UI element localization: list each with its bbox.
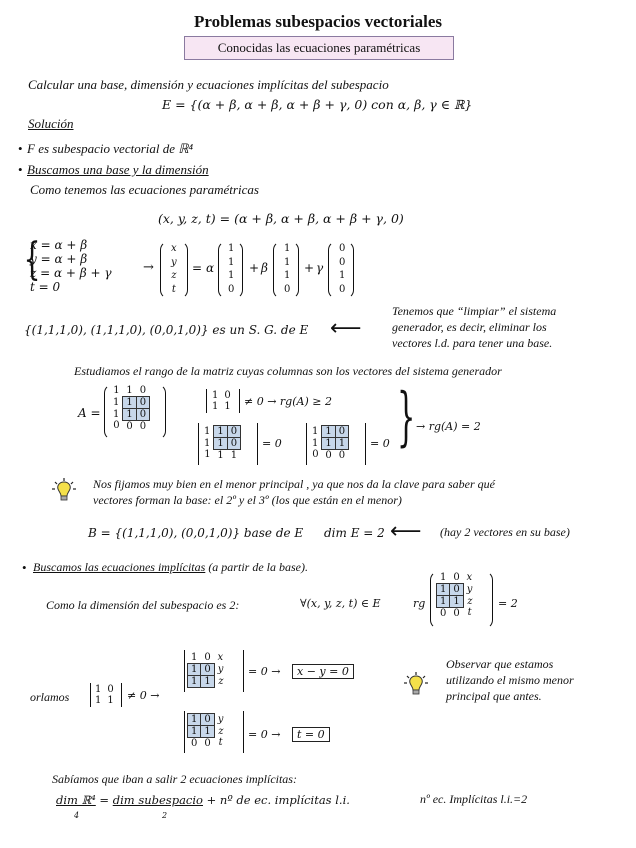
matrix-entry: 1 bbox=[204, 437, 211, 449]
under-2: 2 bbox=[162, 811, 168, 820]
paren-right bbox=[345, 241, 354, 299]
arrow: → bbox=[143, 260, 154, 275]
matrix-entry: 0 bbox=[191, 737, 198, 749]
paren-left bbox=[328, 241, 337, 299]
matrix-entry: 0 bbox=[201, 714, 214, 726]
matrix-label: A = bbox=[78, 406, 101, 420]
matrix-entry: 0 bbox=[453, 607, 460, 619]
det-a bbox=[184, 650, 244, 692]
matrix-entry: x bbox=[217, 651, 224, 663]
bullet-dot: • bbox=[22, 560, 27, 575]
matrix-B bbox=[436, 572, 476, 619]
paren-right bbox=[179, 241, 188, 299]
matrix-entry: 0 bbox=[204, 651, 211, 663]
implicit-eq-2: t = 0 bbox=[292, 727, 330, 742]
note-observe bbox=[446, 656, 574, 704]
system-line: x = α + β bbox=[30, 238, 88, 252]
paren-left bbox=[273, 241, 282, 299]
vector-entry: 0 bbox=[228, 283, 235, 295]
matrix-entry: 0 bbox=[440, 607, 447, 619]
matrix-entry: 1 bbox=[126, 384, 133, 396]
system-line: y = α + β bbox=[30, 252, 88, 266]
vector-entry: 0 bbox=[339, 243, 346, 254]
matrix-entry: 0 bbox=[126, 420, 133, 432]
matrix-entry: 0 bbox=[338, 449, 346, 461]
paren-left bbox=[160, 241, 169, 299]
lightbulb-icon bbox=[404, 672, 428, 696]
matrix-entry: z bbox=[218, 725, 224, 737]
matrix-entry: z bbox=[218, 675, 224, 687]
basis: B = {(1,1,1,0), (0,0,1,0)} base de E bbox=[88, 526, 304, 540]
matrix-entry: 0 bbox=[325, 449, 332, 461]
rg-label: rg bbox=[413, 597, 426, 610]
matrix-entry: 1 bbox=[230, 449, 238, 461]
minor-3x3-b bbox=[306, 423, 366, 465]
matrix-entry: 1 bbox=[312, 425, 319, 437]
minor-3x3-a bbox=[198, 423, 258, 465]
note-clean bbox=[392, 303, 556, 351]
matrix-A bbox=[110, 385, 150, 432]
matrix-entry: 1 bbox=[214, 426, 227, 438]
vector-xyzt bbox=[171, 242, 177, 296]
coef-gamma: γ bbox=[316, 261, 324, 275]
formula-rest: + nº de ec. implícitas l.i. bbox=[202, 793, 350, 807]
matrix-entry: y bbox=[466, 583, 473, 595]
matrix-entry: 0 bbox=[335, 426, 348, 438]
matrix-entry: 1 bbox=[204, 449, 211, 461]
matrix-entry: 1 bbox=[95, 694, 102, 706]
matrix-entry: 1 bbox=[212, 400, 219, 412]
bullet-dot: • bbox=[18, 141, 23, 156]
matrix-entry: y bbox=[217, 663, 224, 675]
bullet-subspace: F es subespacio vectorial de ℝ⁴ bbox=[27, 141, 194, 156]
matrix-entry: 0 bbox=[227, 426, 240, 438]
note-line: Tenemos que “limpiar” el sistema bbox=[392, 304, 557, 318]
orlamos-label: orlamos bbox=[30, 690, 70, 704]
matrix-entry: 1 bbox=[107, 694, 114, 706]
minor2-result: ≠ 0 → rg(A) ≥ 2 bbox=[244, 395, 332, 408]
matrix-entry: 0 bbox=[227, 438, 240, 450]
vector-entry: 0 bbox=[339, 256, 346, 268]
matrix-entry: 1 bbox=[188, 676, 201, 688]
paren-right bbox=[290, 241, 299, 299]
left-arrow-icon: ⟵ bbox=[330, 316, 362, 341]
bullet-implicit bbox=[33, 560, 308, 575]
matrix-B-result: = 2 bbox=[498, 597, 518, 610]
matrix-entry: 0 bbox=[204, 737, 211, 749]
subspace-definition: E = {(α + β, α + β, α + β + γ, 0) con α, β, γ ∈ ℝ} bbox=[162, 97, 473, 112]
note-line: vectores l.d. para tener una base. bbox=[392, 336, 553, 350]
matrix-entry: 1 bbox=[204, 425, 211, 437]
bullet-dot: • bbox=[18, 162, 23, 177]
vector-entry: 1 bbox=[284, 256, 291, 268]
implicit-eq-1: x − y = 0 bbox=[292, 664, 354, 679]
forall-statement: ∀(x, y, z, t) ∈ E bbox=[300, 597, 381, 610]
matrix-entry: 1 bbox=[95, 683, 102, 695]
minor-2x2 bbox=[206, 389, 240, 413]
vector-entry: y bbox=[171, 256, 177, 268]
matrix-entry: 1 bbox=[201, 726, 214, 738]
matrix-entry: 0 bbox=[453, 571, 460, 583]
matrix-entry: 1 bbox=[123, 409, 136, 421]
dim-sentence: Como la dimensión del subespacio es 2: bbox=[46, 598, 240, 612]
vector-entry: 1 bbox=[228, 243, 235, 254]
dim-note: (hay 2 vectores en su base) bbox=[440, 525, 570, 539]
matrix-entry: 1 bbox=[212, 389, 219, 401]
matrix-entry: 1 bbox=[201, 676, 214, 688]
solution-heading: Solución bbox=[28, 116, 74, 131]
rank-intro: Estudiamos el rango de la matriz cuyas columnas son los vectores del sistema generador bbox=[74, 364, 502, 378]
matrix-entry: 1 bbox=[188, 664, 201, 676]
equals-sign: = bbox=[192, 261, 203, 275]
matrix-entry: 0 bbox=[113, 420, 120, 432]
plus-sign: + bbox=[249, 261, 260, 275]
coef-beta: β bbox=[261, 261, 268, 275]
lightbulb-icon bbox=[52, 478, 76, 502]
matrix-entry: x bbox=[466, 571, 473, 583]
vector-entry: 1 bbox=[284, 270, 291, 281]
matrix-entry: 1 bbox=[335, 438, 348, 450]
det-a-eq: = 0 → bbox=[248, 665, 281, 678]
matrix-entry: 1 bbox=[113, 384, 120, 396]
matrix-entry: t bbox=[218, 737, 223, 749]
formula-dim-sub: dim subespacio bbox=[112, 793, 203, 807]
vector-entry: z bbox=[171, 270, 177, 281]
orl-minor bbox=[90, 683, 122, 707]
system-brace: { bbox=[23, 234, 41, 285]
matrix-entry: 1 bbox=[312, 437, 319, 449]
matrix-entry: 0 bbox=[201, 664, 214, 676]
vector-entry: t bbox=[171, 283, 176, 295]
paren-left bbox=[218, 241, 227, 299]
vector-entry: 1 bbox=[228, 256, 235, 268]
note-line: Observar que estamos bbox=[446, 657, 554, 671]
matrix-entry: 1 bbox=[322, 438, 335, 450]
final-result: nº ec. Implícitas l.i.=2 bbox=[420, 792, 528, 806]
final-formula bbox=[56, 793, 350, 807]
matrix-entry: 0 bbox=[139, 384, 147, 396]
matrix-entry: 1 bbox=[437, 584, 450, 596]
matrix-entry: t bbox=[467, 607, 472, 619]
rank-brace: } bbox=[397, 380, 416, 454]
vector-entry: x bbox=[171, 243, 177, 254]
matrix-entry: 1 bbox=[123, 397, 136, 409]
note-line: generador, es decir, eliminar los bbox=[392, 320, 547, 334]
page-subtitle: Conocidas las ecuaciones paramétricas bbox=[184, 36, 454, 60]
system-line: t = 0 bbox=[30, 280, 61, 294]
statement-text: Calcular una base, dimensión y ecuaciones implícitas del subespacio bbox=[28, 77, 389, 92]
vector-entry: 1 bbox=[228, 270, 235, 281]
matrix-entry: 0 bbox=[312, 449, 319, 461]
paren-right bbox=[484, 571, 493, 629]
plus-sign: + bbox=[304, 261, 315, 275]
vector-entry: 1 bbox=[284, 243, 291, 254]
matrix-entry: 0 bbox=[139, 420, 147, 432]
minor3a-result: = 0 bbox=[262, 437, 282, 450]
note-line: vectores forman la base: el 2º y el 3º (los que están en el menor) bbox=[93, 493, 402, 507]
bullet-basis-heading: Buscamos una base y la dimensión bbox=[27, 162, 209, 177]
matrix-entry: 1 bbox=[217, 449, 224, 461]
note-line: principal que antes. bbox=[446, 689, 542, 703]
parametric-system bbox=[30, 238, 112, 294]
matrix-entry: 1 bbox=[437, 596, 450, 608]
param-intro: Como tenemos las ecuaciones paramétricas bbox=[30, 182, 259, 197]
implicit-heading-rest: (a partir de la base). bbox=[205, 560, 308, 574]
det-b bbox=[184, 711, 244, 753]
page-title: Problemas subespacios vectoriales bbox=[193, 12, 443, 31]
final-intro: Sabíamos que iban a salir 2 ecuaciones implícitas: bbox=[52, 772, 297, 786]
matrix-entry: 1 bbox=[450, 596, 463, 608]
formula-equals: = bbox=[95, 793, 113, 807]
matrix-entry: 1 bbox=[191, 651, 198, 663]
matrix-entry: 0 bbox=[450, 584, 463, 596]
coef-alpha: α bbox=[206, 261, 215, 275]
matrix-entry: 0 bbox=[136, 397, 149, 409]
matrix-entry: 1 bbox=[188, 726, 201, 738]
under-4: 4 bbox=[74, 811, 80, 820]
matrix-entry: 0 bbox=[136, 409, 149, 421]
matrix-entry: 0 bbox=[224, 389, 231, 401]
note-line: utilizando el mismo menor bbox=[446, 673, 574, 687]
minor3b-result: = 0 bbox=[370, 437, 390, 450]
paren-right bbox=[157, 384, 166, 440]
matrix-entry: z bbox=[467, 595, 473, 607]
paren-right bbox=[234, 241, 243, 299]
system-line: z = α + β + γ bbox=[30, 266, 112, 280]
rank-result: → rg(A) = 2 bbox=[416, 420, 481, 433]
matrix-entry: 1 bbox=[188, 714, 201, 726]
formula-dim-r4: dim ℝ⁴ bbox=[56, 793, 96, 807]
matrix-entry: 1 bbox=[214, 438, 227, 450]
note-line: Nos fijamos muy bien en el menor principal , ya que nos da la clave para saber qué bbox=[93, 477, 495, 491]
generator-set: {(1,1,1,0), (1,1,1,0), (0,0,1,0)} es un S. G. de E bbox=[24, 323, 309, 337]
matrix-entry: 1 bbox=[224, 400, 231, 412]
matrix-entry: 1 bbox=[322, 426, 335, 438]
dimension: dim E = 2 bbox=[324, 526, 385, 540]
matrix-entry: y bbox=[217, 713, 224, 725]
left-arrow-icon: ⟵ bbox=[390, 519, 422, 544]
det-b-eq: = 0 → bbox=[248, 728, 281, 741]
matrix-entry: 1 bbox=[113, 396, 120, 408]
matrix-entry: 0 bbox=[107, 683, 114, 695]
vector-entry: 1 bbox=[339, 270, 346, 281]
vector-entry: 0 bbox=[284, 283, 291, 295]
matrix-entry: 1 bbox=[440, 571, 447, 583]
implicit-heading: Buscamos las ecuaciones implícitas bbox=[33, 560, 206, 574]
note-minor bbox=[93, 476, 495, 508]
vector-entry: 0 bbox=[339, 283, 346, 295]
matrix-entry: 1 bbox=[113, 408, 120, 420]
param-equation: (x, y, z, t) = (α + β, α + β, α + β + γ, 0) bbox=[158, 211, 404, 226]
orl-result: ≠ 0 → bbox=[127, 689, 160, 702]
